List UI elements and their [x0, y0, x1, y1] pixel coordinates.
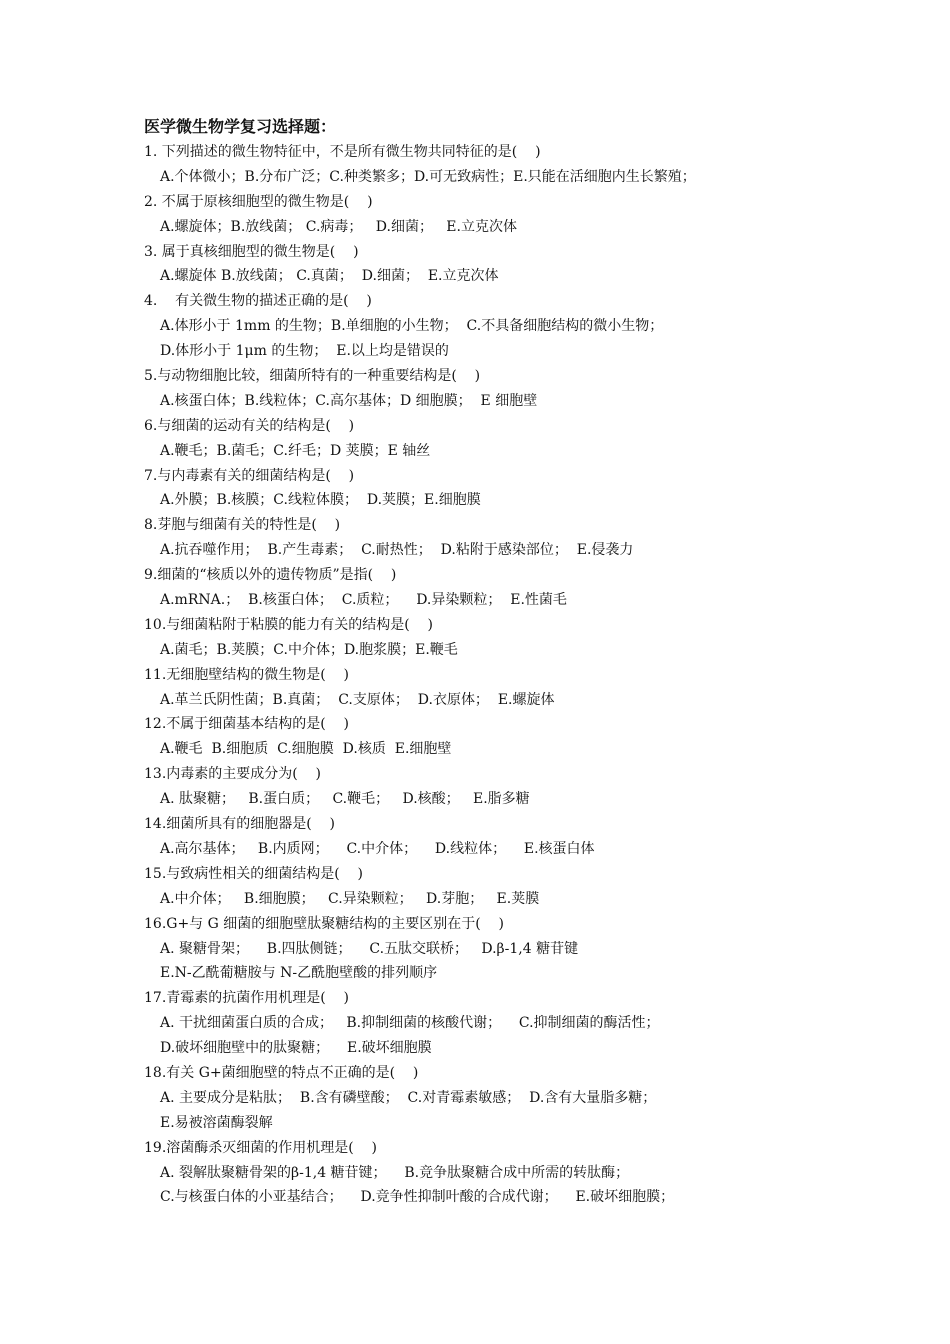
answer-options: A.高尔基体； B.内质网； C.中介体； D.线粒体； E.核蛋白体: [160, 840, 595, 857]
answer-options: C.与核蛋白体的小亚基结合； D.竞争性抑制叶酸的合成代谢； E.破坏细胞膜；: [160, 1189, 675, 1206]
answer-options: E.易被溶菌酶裂解: [160, 1114, 273, 1131]
answer-options: A.个体微小；B.分布广泛；C.种类繁多；D.可无致病性；E.只能在活细胞内生长繁殖；: [160, 168, 696, 185]
answer-options: D.体形小于 1μm 的生物； E.以上均是错误的: [160, 343, 449, 360]
question-stem: 12.不属于细菌基本结构的是( ): [144, 716, 349, 733]
question-stem: 17.青霉素的抗菌作用机理是( ): [144, 990, 349, 1007]
question-stem: 5.与动物细胞比较，细菌所特有的一种重要结构是( ): [144, 368, 481, 385]
answer-options: A.螺旋体；B.放线菌； C.病毒； D.细菌； E.立克次体: [160, 218, 517, 235]
answer-options: A.螺旋体 B.放线菌； C.真菌； D.细菌； E.立克次体: [160, 268, 499, 285]
answer-options: A.抗吞噬作用； B.产生毒素； C.耐热性； D.粘附于感染部位； E.侵袭力: [160, 542, 634, 559]
question-stem: 1. 下列描述的微生物特征中，不是所有微生物共同特征的是( ): [144, 144, 541, 160]
question-stem: 6.与细菌的运动有关的结构是( ): [144, 417, 355, 434]
answer-options: A. 肽聚糖； B.蛋白质； C.鞭毛； D.核酸； E.脂多糖: [160, 791, 530, 808]
question-stem: 19.溶菌酶杀灭细菌的作用机理是( ): [144, 1139, 377, 1156]
question-stem: 11.无细胞壁结构的微生物是( ): [144, 666, 349, 683]
answer-options: E.N-乙酰葡糖胺与 N-乙酰胞壁酸的排列顺序: [160, 965, 438, 982]
question-stem: 2. 不属于原核细胞型的微生物是( ): [144, 193, 373, 210]
question-stem: 18.有关 G+菌细胞壁的特点不正确的是( ): [144, 1064, 419, 1081]
answer-options: A. 干扰细菌蛋白质的合成； B.抑制细菌的核酸代谢； C.抑制细菌的酶活性；: [160, 1015, 660, 1032]
answer-options: A. 聚糖骨架； B.四肽侧链； C.五肽交联桥； D.β-1,4 糖苷键: [160, 940, 579, 957]
answer-options: A. 主要成分是粘肽； B.含有磷壁酸； C.对青霉素敏感； D.含有大量脂多糖；: [160, 1089, 657, 1106]
answer-options: A.mRNA.； B.核蛋白体； C.质粒； D.异染颗粒； E.性菌毛: [160, 592, 567, 609]
answer-options: A.鞭毛；B.菌毛；C.纤毛；D 荚膜；E 轴丝: [160, 442, 431, 459]
answer-options: A.外膜；B.核膜；C.线粒体膜； D.荚膜；E.细胞膜: [160, 492, 481, 509]
answer-options: D.破坏细胞壁中的肽聚糖； E.破坏细胞膜: [160, 1040, 432, 1057]
question-list: [144, 140, 824, 1210]
answer-options: A.中介体； B.细胞膜； C.异染颗粒； D.芽胞； E.荚膜: [160, 890, 540, 907]
answer-options: A.菌毛；B.荚膜；C.中介体；D.胞浆膜；E.鞭毛: [160, 641, 458, 658]
question-stem: 15.与致病性相关的细菌结构是( ): [144, 865, 363, 882]
question-stem: 3. 属于真核细胞型的微生物是( ): [144, 243, 359, 260]
question-stem: 16.G+与 G 细菌的细胞壁肽聚糖结构的主要区别在于( ): [144, 915, 504, 932]
answer-options: A.体形小于 1mm 的生物；B.单细胞的小生物； C.不具备细胞结构的微小生物；: [160, 318, 664, 335]
question-stem: 13.内毒素的主要成分为( ): [144, 766, 321, 783]
answer-options: A.革兰氏阴性菌；B.真菌； C.支原体； D.衣原体； E.螺旋体: [160, 691, 555, 708]
document-title: 医学微生物学复习选择题：: [144, 117, 337, 136]
answer-options: A. 裂解肽聚糖骨架的β-1,4 糖苷键； B.竞争肽聚糖合成中所需的转肽酶；: [160, 1164, 630, 1181]
question-stem: 8.芽胞与细菌有关的特性是( ): [144, 517, 341, 534]
question-stem: 14.细菌所具有的细胞器是( ): [144, 816, 335, 833]
answer-options: A.鞭毛 B.细胞质 C.细胞膜 D.核质 E.细胞壁: [160, 741, 452, 758]
question-stem: 4. 有关微生物的描述正确的是( ): [144, 293, 372, 310]
answer-options: A.核蛋白体；B.线粒体；C.高尔基体；D 细胞膜； E 细胞壁: [160, 392, 538, 409]
question-stem: 10.与细菌粘附于粘膜的能力有关的结构是( ): [144, 616, 433, 633]
question-stem: 9.细菌的“核质以外的遗传物质”是指( ): [144, 567, 397, 584]
question-stem: 7.与内毒素有关的细菌结构是( ): [144, 467, 355, 484]
document-page: [144, 116, 824, 1210]
